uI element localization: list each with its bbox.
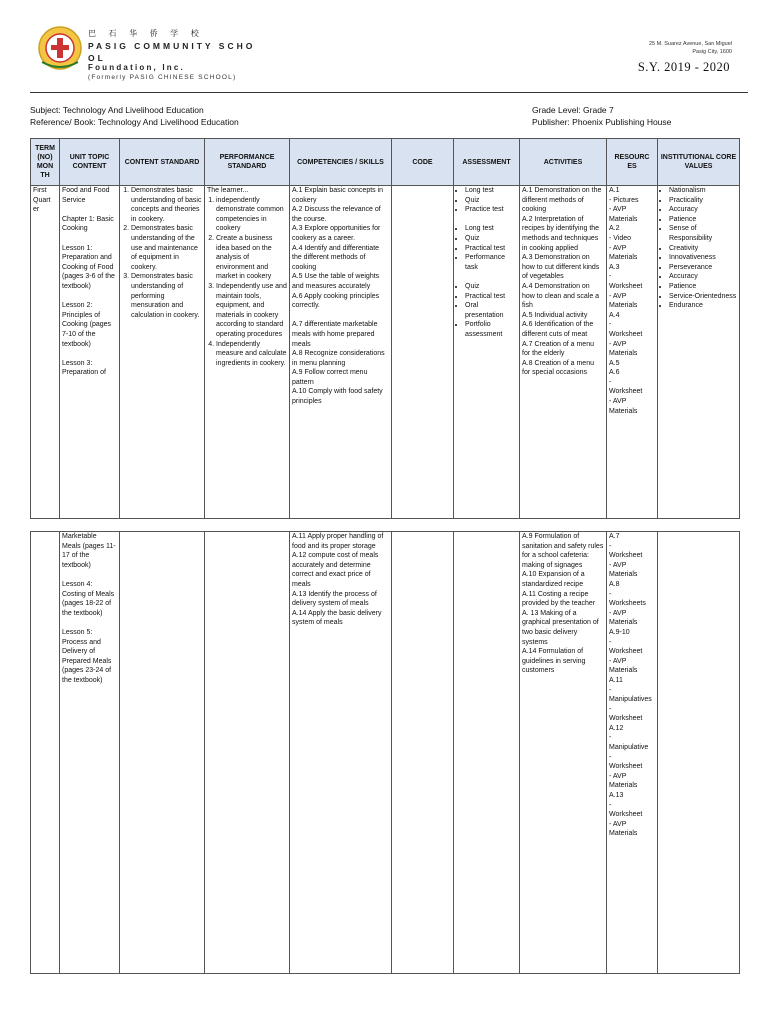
list-item: - [609,638,612,646]
list-item: • Oral presentation [465,301,517,320]
list-item: A.4 [609,311,620,319]
list-item: A.3 Demonstration on how to cut different kinds of vegetables [522,254,600,281]
list-item: A.1 [609,187,620,194]
list-item: A.11 Costing a recipe provided by the teacher [522,590,596,608]
school-name-line2: OL [88,53,106,63]
list-item [292,311,389,321]
term-cell: First Quart er [31,186,60,519]
school-name-line1: PASIG COMMUNITY SCHO [88,41,256,51]
code-cell [392,186,454,519]
list-item: - [609,705,612,713]
list-item: • Innovativeness [669,253,737,263]
list-item: • Creativity [669,244,737,254]
list-item: • Practical test [465,244,517,254]
list-item: A.2 Discuss the relevance of the course. [292,206,381,223]
list-item: Worksheet [609,648,643,656]
core-values-cell [658,532,740,974]
header-resources: RESOURC ES [607,139,658,186]
core-values-cell [658,186,740,519]
list-item: A.5 [609,359,620,367]
list-item: Worksheet [609,763,643,771]
list-item: - AVP Materials [609,657,638,675]
list-item: A.4 Identify and differentiate the different methods of cooking [292,244,380,271]
list-item: - [609,590,612,598]
list-item [62,292,117,302]
activities-cell [520,186,607,519]
address-line2: Pasig City, 1600 [692,48,732,55]
school-chinese-name: 巴 石 华 侨 学 校 [88,29,204,38]
list-item: A.8 [609,580,620,588]
header-divider [30,92,748,93]
list-item: • Perseverance [669,263,737,273]
list-item: - AVP Materials [609,206,638,223]
list-item: 2. Demonstrates basic understanding of the use and maintenance of equipment in cookery. [131,224,202,272]
list-item: - AVP Materials [609,561,638,579]
curriculum-table-page2 [30,531,740,974]
list-item: A.14 Apply the basic delivery system of meals [292,609,382,627]
list-item: - AVP Materials [609,244,638,262]
content-standard-cell [120,532,205,974]
list-item: Worksheets [609,600,646,608]
list-item: Lesson 5: Process and Delivery of Prepared Meals (pages 23-24 of the textbook) [62,628,112,684]
list-item: 3. Demonstrates basic understanding of performing mensuration and calculation in cookery. [131,272,202,320]
school-logo [36,24,84,72]
list-item: A.5 Individual activity [522,311,588,319]
list-item: Lesson 4: Costing of Meals (pages 18-22 of the textbook) [62,580,115,617]
list-item: A.9 Formulation of sanitation and safety rules for a school cafeteria: making of signages [522,533,604,569]
list-item: - AVP Materials [609,772,638,790]
list-item: A.7 [609,533,620,540]
list-item [465,215,517,225]
list-item: A.2 Interpretation of recipes by identifying the methods and techniques in cooking applied [522,215,600,252]
list-item: A.4 Demonstration on how to clean and scale a fish [522,282,600,310]
list-item: A.3 [609,263,620,271]
activities-cell [520,532,607,974]
list-item: 1. independently demonstrate common competencies in cookery [216,196,287,234]
list-item: - AVP Materials [609,820,638,838]
list-item: - AVP Materials [609,609,638,627]
grade-level-line: Grade Level: Grade 7 [532,105,614,115]
list-item: A.1 Explain basic concepts in cookery [292,187,384,204]
list-item: A.6 [609,369,620,377]
publisher-line: Publisher: Phoenix Publishing House [532,117,672,127]
header-term: TERM (NO) MON TH [31,139,60,186]
subject-info [30,104,239,128]
list-item: A.10 Expansion of a standardized recipe [522,571,585,588]
list-item: A.11 Apply proper handling of food and its proper storage [292,533,384,550]
list-item: A.2 [609,225,620,233]
list-item: • Endurance [669,301,737,311]
list-item: • Service-Orientedness [669,292,737,302]
list-item: A.14 Formulation of guidelines in serving customers [522,648,586,675]
list-item: • Long test [465,186,517,196]
list-item: • Practicality [669,196,737,206]
list-item [465,272,517,282]
curriculum-table-page1 [30,138,740,519]
address-line1: 25 M. Suarez Avenue, San Miguel [648,41,732,47]
list-item: A.13 Identify the process of delivery system of meals [292,590,377,608]
list-item: Worksheet [609,388,643,396]
header-core-values: INSTITUTIONAL CORE VALUES [658,139,740,186]
list-item: 2. Create a business idea based on the analysis of environment and market in cookery [216,234,287,282]
list-item: • Long test [465,224,517,234]
performance-standard-cell [205,532,290,974]
header-code: CODE [392,139,454,186]
table-row [31,186,740,519]
list-item: - Video [609,234,632,242]
list-item: A.6 Apply cooking principles correctly. [292,292,380,310]
list-item: A.9 Follow correct menu pattern [292,369,368,386]
list-item: 4. Independently measure and calculate ingredients in cookery. [216,340,287,369]
list-item [62,205,117,215]
header-content-standard: CONTENT STANDARD [120,139,205,186]
list-item: Marketable Meals (pages 11-17 of the textbook) [62,533,116,569]
list-item: Manipulative [609,744,649,752]
performance-standard-cell [205,186,290,519]
list-item: - [609,753,612,761]
list-item: Lesson 2: Principles of Cooking (pages 7-10 of the textbook) [62,302,112,348]
list-item: • Accuracy [669,205,737,215]
list-item: A.5 Use the table of weights and measures accurately [292,273,380,290]
list-item: 1. Demonstrates basic understanding of basic concepts and theories in cookery. [131,186,202,224]
resources-cell [607,186,658,519]
reference-line: Reference/ Book: Technology And Livelihood Education [30,117,239,127]
assessment-cell [454,532,520,974]
list-item: - AVP Materials [609,292,638,310]
list-item: Lesson 1: Preparation and Cooking of Food (pages 3-6 of the textbook) [62,244,115,290]
unit-cell [60,186,120,519]
foundation-text: Foundation, Inc. [88,63,185,72]
list-item: • Patience [669,215,737,225]
list-item: A.8 Recognize considerations in menu planning [292,350,385,367]
list-item: - [609,273,612,281]
list-item: • Quiz [465,282,517,292]
list-item: A.7 differentiate marketable meals with home prepared meals [292,321,378,348]
list-item: • Performance task [465,253,517,272]
list-item: Food and Food Service [62,187,110,204]
school-address [649,41,732,56]
table-row [31,532,740,974]
list-item: • Patience [669,282,737,292]
list-item: • Practice test [465,205,517,215]
list-item: Lesson 3: Preparation of [62,359,106,377]
code-cell [392,532,454,974]
school-year: S.Y. 2019 - 2020 [637,60,730,74]
list-item: A.8 Creation of a menu for special occasions [522,359,594,377]
formerly-text: (Formerly PASIG CHINESE SCHOOL) [88,74,237,81]
header-activities: ACTIVITIES [520,139,607,186]
list-item: • Nationalism [669,186,737,196]
list-item: A.13 [609,792,624,800]
performance-intro: The learner... [207,187,249,194]
unit-cell [60,532,120,974]
list-item: Worksheet [609,811,643,819]
header-performance-standard: PERFORMANCE STANDARD [205,139,290,186]
list-item: • Quiz [465,234,517,244]
list-item: A.9-10 [609,628,630,636]
list-item: Worksheet [609,715,643,723]
list-item: - AVP Materials [609,398,638,415]
list-item: - AVP Materials [609,340,638,358]
term-cell [31,532,60,974]
list-item: • Practical test [465,292,517,302]
competencies-cell [290,186,392,519]
list-item [62,618,117,628]
list-item: A.12 compute cost of meals accurately and determine correct and exact price of meals [292,552,379,588]
list-item: - [609,321,612,329]
competencies-cell [290,532,392,974]
list-item: • Quiz [465,196,517,206]
header-unit: UNIT TOPIC CONTENT [60,139,120,186]
list-item: Worksheet [609,282,643,290]
list-item: A.11 [609,676,623,684]
list-item: Worksheet [609,330,643,338]
list-item: - [609,542,612,550]
subject-line: Subject: Technology And Livelihood Education [30,105,204,115]
list-item: • Sense of Responsibility [669,224,737,243]
list-item: - [609,801,612,809]
list-item: A.12 [609,724,624,732]
list-item: • Portfolio assessment [465,320,517,339]
list-item: A.7 Creation of a menu for the elderly [522,340,594,358]
list-item: A.6 Identification of the different cuts of meat [522,321,594,338]
resources-cell [607,532,658,974]
school-header [88,28,258,82]
list-item: A.10 Comply with food safety principles [292,388,383,406]
list-item [62,234,117,244]
list-item: Worksheet [609,552,643,560]
list-item: - [609,734,612,742]
list-item: A.1 Demonstration on the different methods of cooking [522,187,602,214]
list-item: - [609,378,612,386]
header-competencies: COMPETENCIES / SKILLS [290,139,392,186]
header-assessment: ASSESSMENT [454,139,520,186]
table-header-row [31,139,740,186]
list-item: A.3 Explore opportunities for cookery as a career. [292,225,381,242]
list-item: Chapter 1: Basic Cooking [62,215,114,233]
list-item: • Accuracy [669,272,737,282]
list-item: Manipulatives [609,696,652,704]
content-standard-cell [120,186,205,519]
list-item [62,570,117,580]
grade-info [532,104,671,128]
list-item: - Pictures [609,196,639,204]
list-item: - [609,686,612,694]
list-item: 3. Independently use and maintain tools, equipment, and materials in cookery according to standard operating procedures [216,282,287,340]
list-item [62,349,117,359]
list-item: A. 13 Making of a graphical presentation of two basic delivery systems [522,609,599,646]
assessment-cell [454,186,520,519]
